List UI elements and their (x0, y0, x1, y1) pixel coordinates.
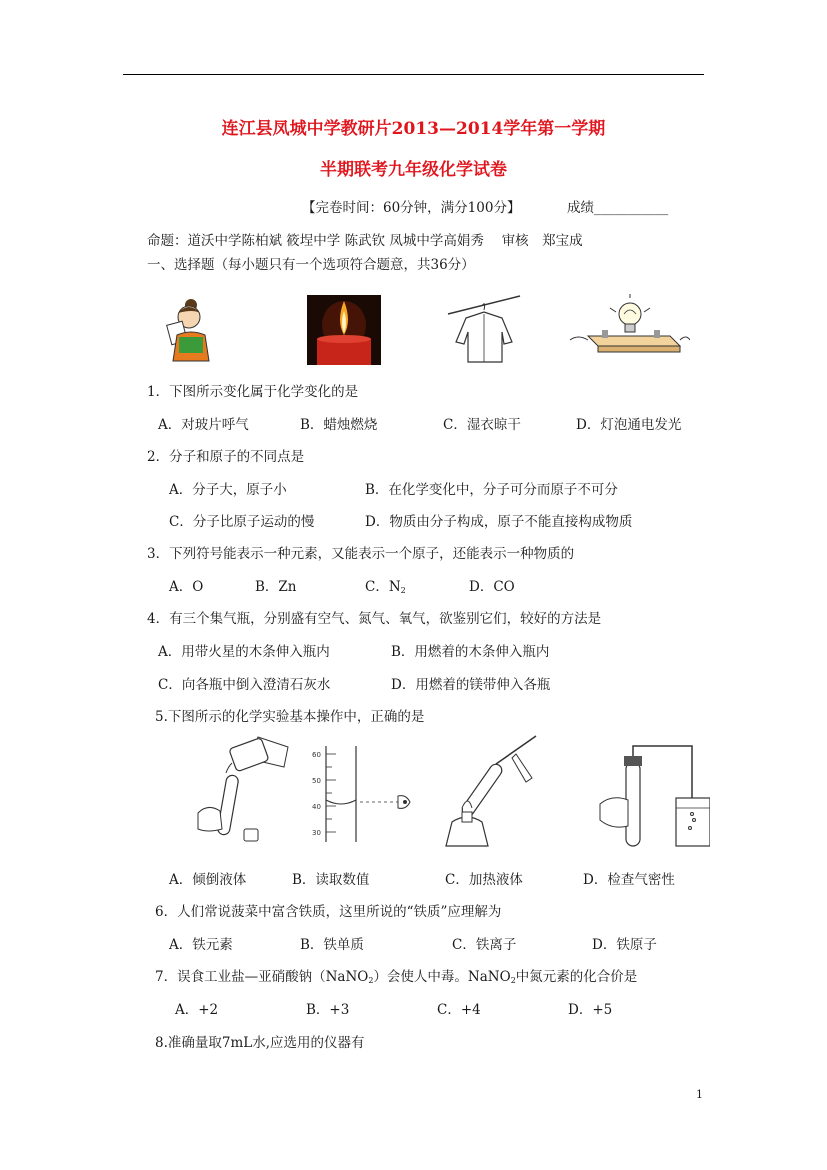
question-3-option-b[interactable]: B．Zn (255, 579, 297, 595)
question-1-option-b[interactable]: B．蜡烛燃烧 (300, 417, 378, 433)
cylinder-tick-40: 40 (312, 803, 321, 811)
question-5-option-d[interactable]: D．检查气密性 (583, 872, 675, 888)
time-info: 【完卷时间：60分钟，满分100分】 (302, 200, 521, 216)
question-7-stem-part3: 中氮元素的化合价是 (515, 969, 638, 985)
question-2-stem: 2．分子和原子的不同点是 (147, 449, 305, 465)
question-6-option-d[interactable]: D．铁原子 (592, 937, 657, 953)
question-7-stem-part2: ）会使人中毒。NaNO (373, 969, 511, 985)
question-1-option-d[interactable]: D．灯泡通电发光 (576, 417, 682, 433)
question-4-option-a[interactable]: A．用带火星的木条伸入瓶内 (158, 644, 330, 660)
question-1-option-c[interactable]: C．湿衣晾干 (443, 417, 521, 433)
question-3-stem: 3．下列符号能表示一种元素，又能表示一个原子，还能表示一种物质的 (147, 546, 575, 562)
question-2-option-b[interactable]: B．在化学变化中，分子可分而原子不可分 (365, 482, 618, 498)
question-4-stem: 4．有三个集气瓶，分别盛有空气、氮气、氧气，欲鉴别它们，较好的方法是 (147, 611, 602, 627)
question-6-option-b[interactable]: B．铁单质 (300, 937, 364, 953)
question-7-stem-part1: 7．误食工业盐—亚硝酸钠（NaNO (155, 969, 369, 985)
page-number: 1 (696, 1088, 703, 1101)
question-8-stem: 8.准确量取7mL水,应选用的仪器有 (155, 1035, 365, 1051)
subscript: 2 (400, 586, 406, 595)
candle-burning-photo (307, 295, 381, 365)
question-7-option-d[interactable]: D．+5 (568, 1002, 613, 1018)
question-1-option-a[interactable]: A．对玻片呼气 (158, 417, 249, 433)
light-bulb-circuit-illustration (568, 294, 690, 366)
heating-liquid-illustration (436, 734, 548, 850)
exam-title-line1: 连江县凤城中学教研片2013—2014学年第一学期 (221, 119, 606, 139)
question-7-stem (155, 965, 637, 985)
question-4-option-b[interactable]: B．用燃着的木条伸入瓶内 (391, 644, 550, 660)
authors-line: 命题：道沃中学陈柏斌 筱埕中学 陈武钦 凤城中学高娟秀 审核 郑宝成 (147, 233, 583, 249)
question-4-option-c[interactable]: C．向各瓶中倒入澄清石灰水 (158, 677, 331, 693)
question-1-stem: 1．下图所示变化属于化学变化的是 (147, 384, 359, 400)
girl-breathing-illustration (163, 295, 217, 365)
subscript: 2 (368, 976, 374, 985)
exam-title-line2: 半期联考九年级化学试卷 (320, 160, 507, 180)
cylinder-tick-60: 60 (312, 751, 321, 759)
subscript: 2 (510, 976, 516, 985)
question-5-option-b[interactable]: B．读取数值 (292, 872, 370, 888)
pouring-liquid-illustration (188, 733, 296, 851)
question-6-stem: 6．人们常说菠菜中富含铁质，这里所说的“铁质”应理解为 (155, 904, 502, 920)
question-6-option-a[interactable]: A．铁元素 (169, 937, 233, 953)
graduated-cylinder-reading-illustration (310, 744, 418, 844)
question-3-option-a[interactable]: A．O (169, 579, 204, 595)
drying-clothes-illustration (446, 292, 524, 366)
question-7-option-c[interactable]: C．+4 (437, 1002, 481, 1018)
question-3-option-c-text: C．N (365, 579, 401, 595)
cylinder-tick-50: 50 (312, 777, 321, 785)
score-field: 成绩___________ (567, 200, 669, 216)
question-3-option-c[interactable] (365, 575, 406, 595)
section1-heading: 一、选择题（每小题只有一个选项符合题意，共36分） (147, 257, 475, 273)
header-rule (123, 74, 704, 75)
question-6-option-c[interactable]: C．铁离子 (452, 937, 517, 953)
question-5-option-c[interactable]: C．加热液体 (445, 872, 523, 888)
question-7-option-a[interactable]: A．+2 (175, 1002, 219, 1018)
cylinder-tick-30: 30 (312, 829, 321, 837)
question-2-option-c[interactable]: C．分子比原子运动的慢 (169, 514, 315, 530)
question-5-option-a[interactable]: A．倾倒液体 (169, 872, 247, 888)
question-5-stem: 5.下图所示的化学实验基本操作中，正确的是 (155, 709, 425, 725)
question-2-option-d[interactable]: D．物质由分子构成，原子不能直接构成物质 (365, 514, 633, 530)
question-2-option-a[interactable]: A．分子大，原子小 (169, 482, 287, 498)
question-7-option-b[interactable]: B．+3 (306, 1002, 350, 1018)
airtightness-check-illustration (598, 740, 710, 850)
question-3-option-d[interactable]: D．CO (469, 579, 515, 595)
question-4-option-d[interactable]: D．用燃着的镁带伸入各瓶 (391, 677, 551, 693)
